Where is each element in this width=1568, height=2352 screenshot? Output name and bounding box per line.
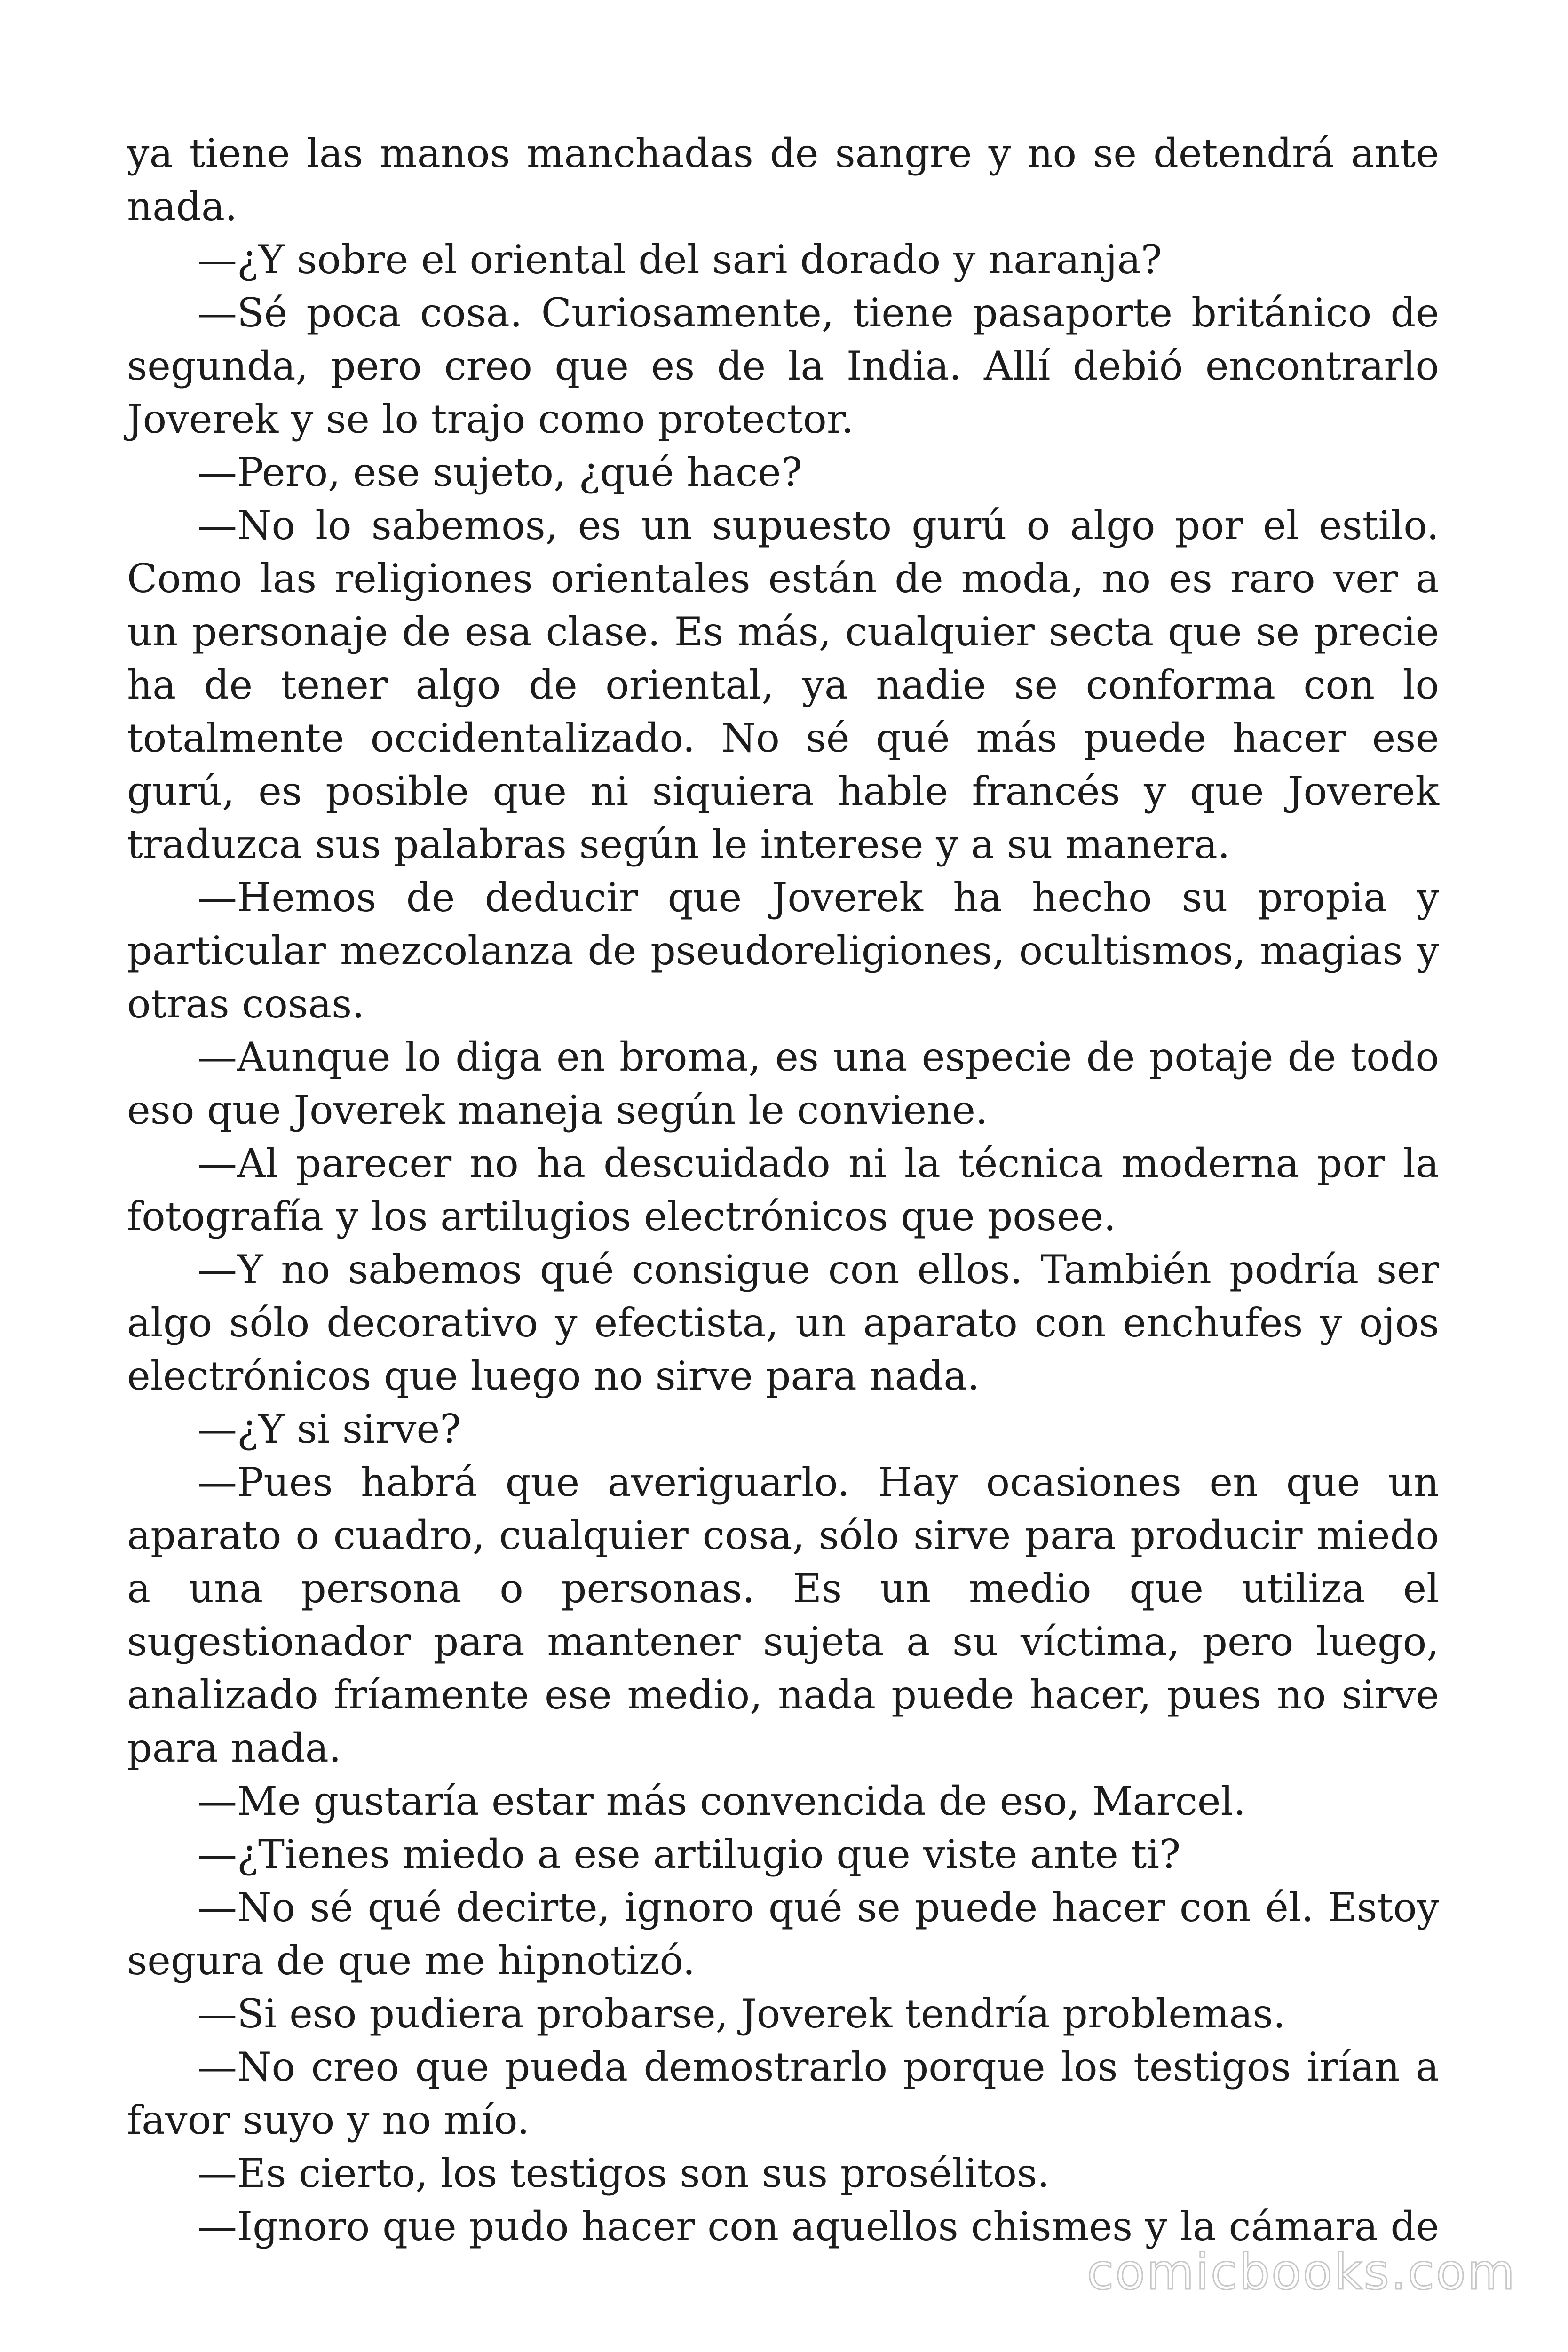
paragraph-continued: —Ignoro que pudo hacer con aquellos chismes y la cámara de: [198, 2203, 1439, 2249]
paragraph: —Aunque lo diga en broma, es una especie de potaje de todo eso que Joverek maneja según le conviene.: [127, 1034, 1439, 1133]
paragraph: —No creo que pueda demostrarlo porque los testigos irían a favor suyo y no mío.: [127, 2044, 1439, 2143]
paragraph: —Pero, ese sujeto, ¿qué hace?: [198, 449, 802, 495]
paragraph: —Sé poca cosa. Curiosamente, tiene pasaporte británico de segunda, pero creo que es de la India. Allí debió encontrarlo Joverek y se lo trajo como protector.: [127, 290, 1439, 442]
paragraph: —Hemos de deducir que Joverek ha hecho su propia y particular mezcolanza de pseudoreligiones, ocultismos, magias y otras cosas.: [127, 874, 1439, 1027]
paragraph: —Pues habrá que averiguarlo. Hay ocasiones en que un aparato o cuadro, cualquier cosa, sólo sirve para producir miedo a una persona o personas. Es un medio que utiliza el sugestionador para mantener sujeta a su víctima, pero luego, analizado fríamente ese medio, nada puede hacer, pues no sirve para nada.: [127, 1459, 1439, 1771]
paragraph: —Es cierto, los testigos son sus prosélitos.: [198, 2150, 1050, 2196]
paragraph: —¿Y si sirve?: [198, 1406, 461, 1452]
book-page: [127, 127, 1439, 2253]
paragraph: —No sé qué decirte, ignoro qué se puede hacer con él. Estoy segura de que me hipnotizó.: [127, 1884, 1439, 1984]
paragraph: —¿Tienes miedo a ese artilugio que viste ante ti?: [198, 1831, 1181, 1877]
paragraph: —No lo sabemos, es un supuesto gurú o algo por el estilo. Como las religiones orientales están de moda, no es raro ver a un personaje de esa clase. Es más, cualquier secta que se precie ha de tener algo de oriental, ya nadie se conforma con lo totalmente occidentalizado. No sé qué más puede hacer ese gurú, es posible que ni siquiera hable francés y que Joverek traduzca sus palabras según le interese y a su manera.: [127, 502, 1439, 867]
paragraph: —Si eso pudiera probarse, Joverek tendría problemas.: [198, 1991, 1286, 2037]
paragraph: ya tiene las manos manchadas de sangre y no se detendrá ante nada.: [127, 130, 1439, 230]
paragraph: —Y no sabemos qué consigue con ellos. También podría ser algo sólo decorativo y efectista, un aparato con enchufes y ojos electrónicos que luego no sirve para nada.: [127, 1247, 1439, 1399]
watermark-text: comicbooks.com: [1086, 2243, 1516, 2301]
paragraph: —¿Y sobre el oriental del sari dorado y naranja?: [198, 237, 1162, 283]
paragraph: —Me gustaría estar más convencida de eso, Marcel.: [198, 1778, 1246, 1824]
paragraph: —Al parecer no ha descuidado ni la técnica moderna por la fotografía y los artilugios electrónicos que posee.: [127, 1140, 1439, 1240]
